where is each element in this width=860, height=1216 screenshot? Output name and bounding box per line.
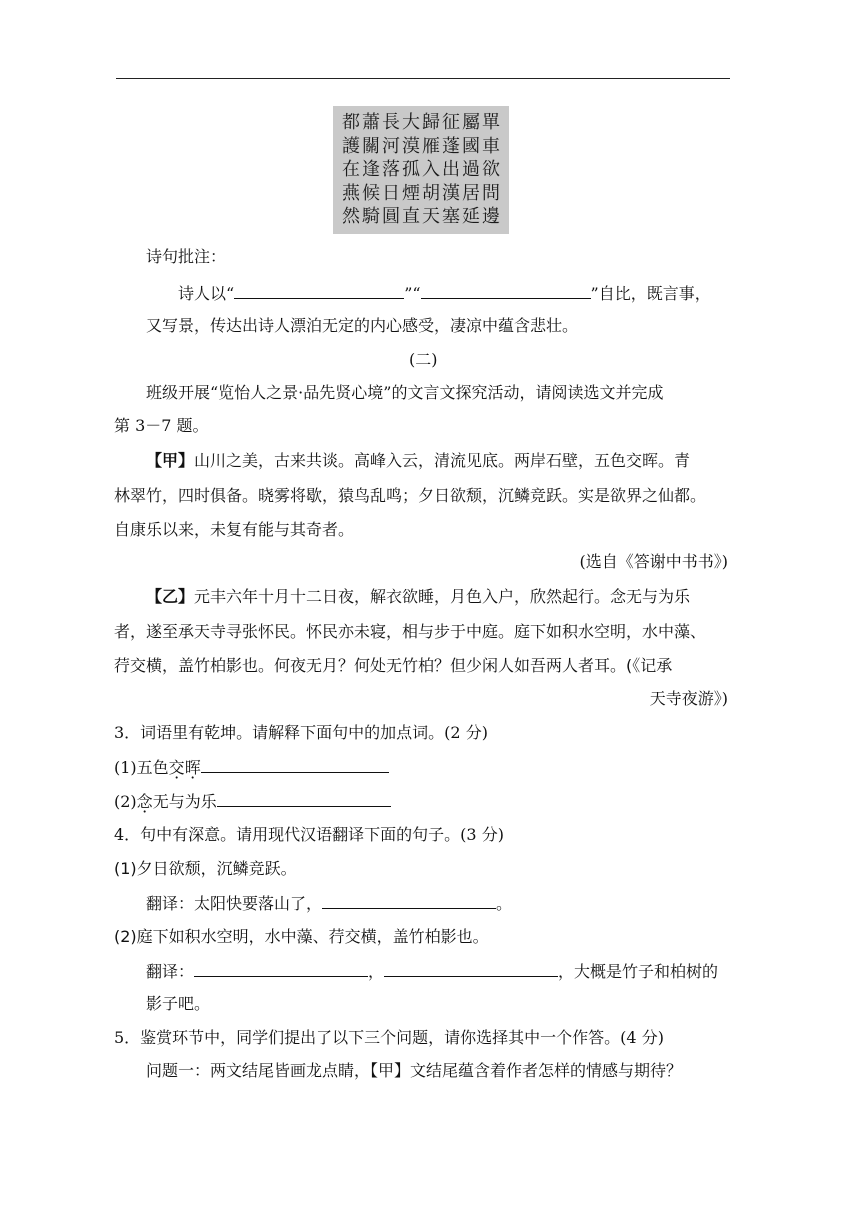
calligraphy-column (342, 112, 360, 228)
question-4-answer-2-cont: 影子吧。 (146, 994, 211, 1013)
calligraphy-char: 大 (402, 112, 420, 133)
calligraphy-char: 歸 (422, 112, 440, 133)
calligraphy-char: 護 (342, 135, 360, 157)
calligraphy-char: 長 (382, 112, 400, 133)
calligraphy-char: 居 (462, 182, 480, 204)
calligraphy-char: 單 (482, 112, 500, 133)
calligraphy-char: 孤 (402, 159, 420, 180)
passage-yi-line: 荇交横，盖竹柏影也。何夜无月？何处无竹柏？但少闲人如吾两人者耳。(《记承 (114, 656, 673, 675)
question-3-stem: 3．词语里有乾坤。请解释下面句中的加点词。(2 分) (114, 723, 488, 742)
calligraphy-column (422, 112, 440, 228)
calligraphy-char: 征 (442, 112, 460, 133)
calligraphy-char: 蓬 (442, 135, 460, 157)
passage-text: 元丰六年十月十二日夜，解衣欲睡，月色入户，欣然起行。念无与为乐 (194, 587, 691, 606)
annotation-heading: 诗句批注： (146, 247, 227, 266)
calligraphy-char: 都 (342, 112, 360, 133)
passage-tag: 【乙】 (146, 587, 195, 606)
calligraphy-column (482, 112, 500, 228)
calligraphy-char: 騎 (362, 206, 380, 227)
calligraphy-char: 蕭 (362, 112, 380, 133)
calligraphy-char: 河 (382, 135, 400, 157)
calligraphy-char: 天 (422, 206, 440, 227)
calligraphy-char: 然 (342, 206, 360, 227)
dotted-word: 念 (136, 792, 153, 811)
answer-blank[interactable] (234, 282, 404, 299)
annotation-text: 诗人以“ (178, 284, 235, 303)
calligraphy-char: 漠 (402, 135, 420, 157)
annotation-line-1 (178, 282, 711, 305)
calligraphy-char: 屬 (462, 112, 480, 133)
calligraphy-column (462, 112, 480, 228)
question-4-answer-2 (146, 960, 718, 983)
calligraphy-char: 圓 (382, 206, 400, 227)
section-intro: 第 3－7 题。 (114, 416, 209, 435)
question-4-answer-1 (146, 892, 512, 915)
calligraphy-char: 胡 (422, 182, 440, 204)
annotation-line-2: 又写景，传达出诗人漂泊无定的内心感受，凄凉中蕴含悲壮。 (146, 316, 579, 335)
item-text: (1)五色 (114, 758, 169, 777)
calligraphy-char: 煙 (402, 182, 420, 204)
answer-blank[interactable] (194, 960, 368, 977)
calligraphy-char: 漢 (442, 182, 460, 204)
answer-blank[interactable] (201, 756, 389, 773)
passage-text: 山川之美，古来共谈。高峰入云，清流见底。两岸石壁，五色交晖。青 (194, 451, 691, 470)
dotted-word: 晖 (184, 758, 201, 777)
item-text: 翻译： (146, 962, 195, 981)
calligraphy-char: 問 (482, 182, 500, 204)
item-text: 。 (496, 894, 513, 913)
header-rule (116, 78, 730, 79)
item-text: ，大概是竹子和柏树的 (558, 962, 719, 981)
calligraphy-column (442, 112, 460, 228)
calligraphy-char: 延 (462, 206, 480, 227)
passage-source: 天寺夜游》) (649, 689, 728, 708)
question-5-stem: 5．鉴赏环节中，同学们提出了以下三个问题，请你选择其中一个作答。(4 分) (114, 1028, 664, 1047)
calligraphy-char: 燕 (342, 182, 360, 204)
answer-blank[interactable] (217, 790, 391, 807)
item-text: 无与为乐 (152, 792, 217, 811)
calligraphy-char: 直 (402, 206, 420, 227)
question-4-stem: 4．句中有深意。请用现代汉语翻译下面的句子。(3 分) (114, 825, 504, 844)
calligraphy-column (362, 112, 380, 228)
section-label: (二) (409, 350, 438, 369)
calligraphy-char: 逢 (362, 159, 380, 180)
passage-yi-line (146, 586, 690, 608)
annotation-text: ”自比，既言事， (590, 284, 711, 303)
passage-yi-line: 者，遂至承天寺寻张怀民。怀民亦未寝，相与步于中庭。庭下如积水空明，水中藻、 (114, 622, 707, 641)
question-4-item-2: (2)庭下如积水空明，水中藻、荇交横，盖竹柏影也。 (114, 927, 489, 946)
calligraphy-column (402, 112, 420, 228)
answer-blank[interactable] (421, 282, 591, 299)
item-text: ， (368, 962, 385, 981)
passage-source: (选自《答谢中书书》) (579, 552, 728, 571)
calligraphy-char: 邊 (482, 206, 500, 227)
passage-jia-line: 林翠竹，四时俱备。晓雾将歇，猿鸟乱鸣；夕日欲颓，沉鳞竞跃。实是欲界之仙都。 (114, 486, 707, 505)
calligraphy-char: 入 (422, 159, 440, 180)
question-5-problem-1: 问题一：两文结尾皆画龙点睛，【甲】文结尾蕴含着作者怎样的情感与期待？ (146, 1061, 683, 1080)
calligraphy-char: 出 (442, 159, 460, 180)
calligraphy-char: 落 (382, 159, 400, 180)
calligraphy-char: 車 (482, 135, 500, 157)
calligraphy-column (382, 112, 400, 228)
passage-jia-line: 自康乐以来，未复有能与其奇者。 (114, 520, 355, 539)
calligraphy-char: 欲 (482, 159, 500, 180)
annotation-text: ”“ (404, 284, 421, 303)
passage-tag: 【甲】 (146, 451, 195, 470)
calligraphy-char: 在 (342, 159, 360, 180)
calligraphy-char: 關 (362, 135, 380, 157)
section-intro: 班级开展“览怡人之景·品先贤心境”的文言文探究活动，请阅读选文并完成 (146, 383, 664, 402)
calligraphy-char: 雁 (422, 135, 440, 157)
calligraphy-char: 候 (362, 182, 380, 204)
answer-blank[interactable] (322, 892, 496, 909)
question-3-item-1 (114, 756, 389, 779)
question-4-item-1: (1)夕日欲颓，沉鳞竞跃。 (114, 859, 297, 878)
calligraphy-image (333, 106, 509, 234)
question-3-item-2 (114, 790, 391, 813)
calligraphy-char: 日 (382, 182, 400, 204)
calligraphy-char: 國 (462, 135, 480, 157)
item-text: (2) (114, 792, 137, 811)
calligraphy-char: 塞 (442, 206, 460, 227)
passage-jia-line (146, 450, 690, 472)
answer-blank[interactable] (384, 960, 558, 977)
calligraphy-char: 過 (462, 159, 480, 180)
dotted-word: 交 (168, 758, 185, 777)
item-text: 翻译：太阳快要落山了， (146, 894, 323, 913)
